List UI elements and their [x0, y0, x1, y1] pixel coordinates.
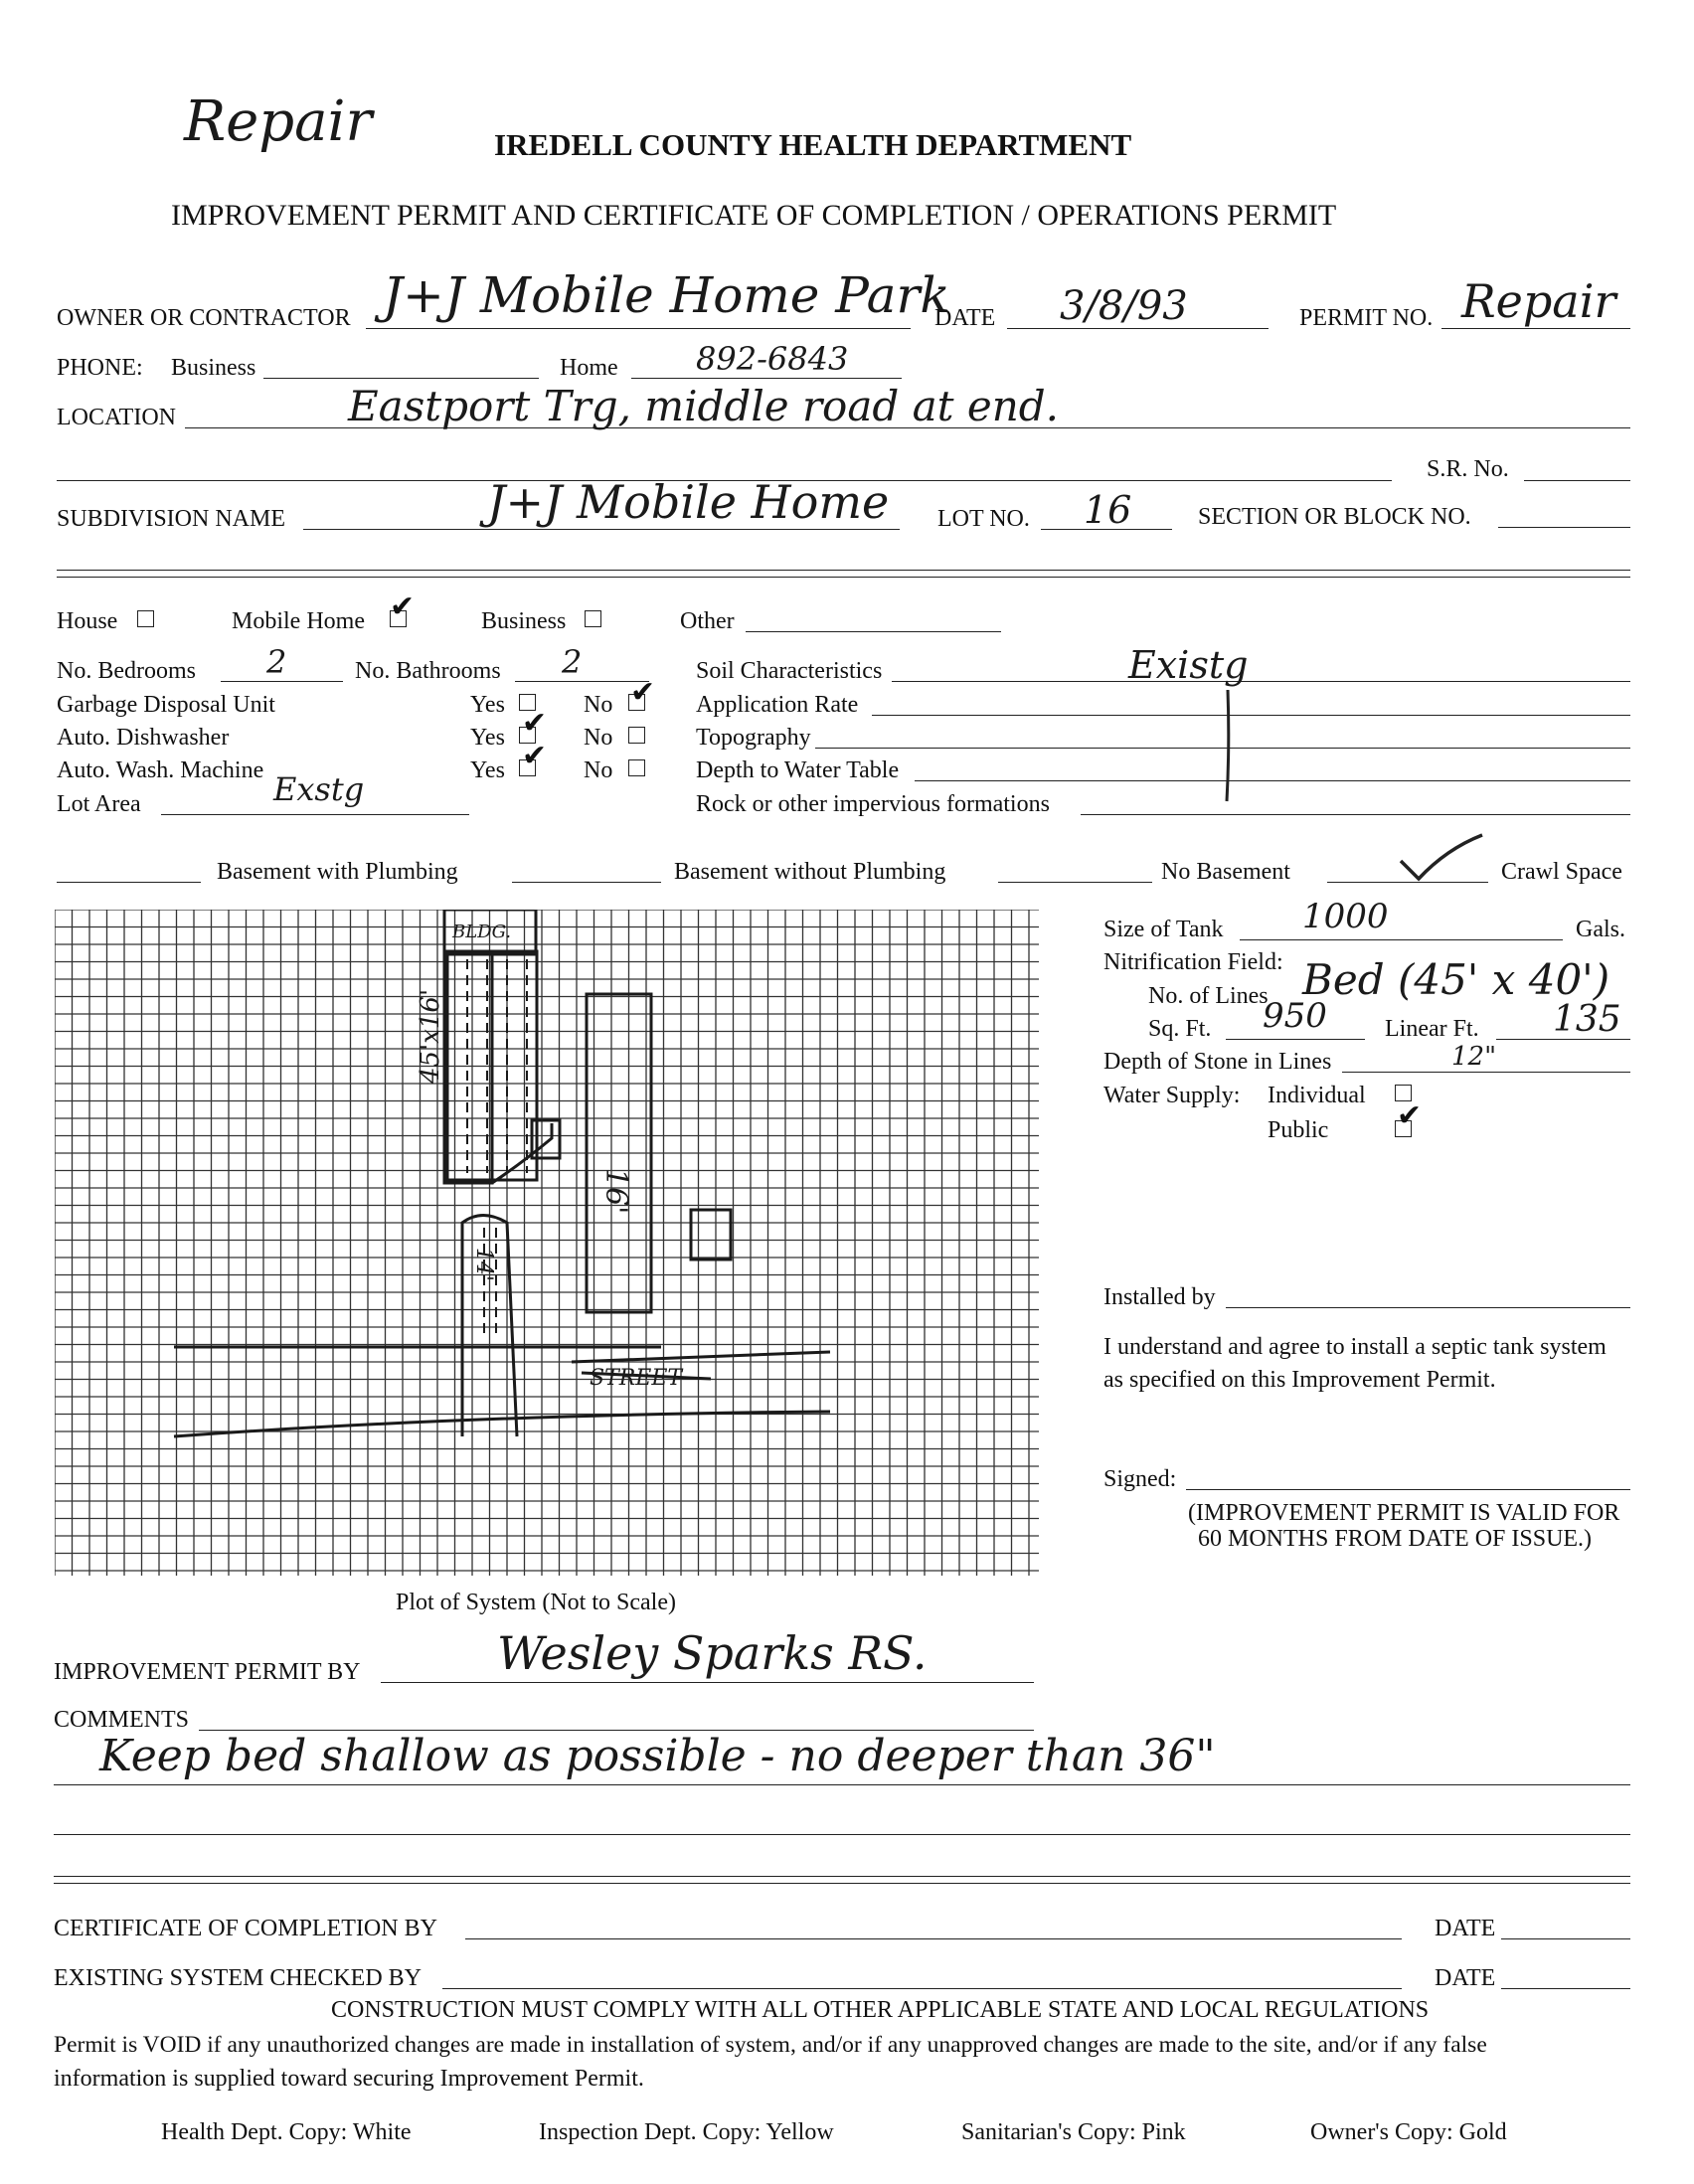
phone-business-label: Business: [171, 355, 256, 381]
void-notice-2: information is supplied toward securing Improvement Permit.: [54, 2066, 644, 2092]
permit-by-value[interactable]: Wesley Sparks RS.: [497, 1626, 928, 1680]
signed-line[interactable]: [1186, 1489, 1630, 1490]
dishwasher-yes-label: Yes: [470, 725, 505, 751]
bedrooms-value[interactable]: 2: [266, 643, 287, 681]
sqft-value[interactable]: 950: [1263, 996, 1327, 1036]
street-text: STREET: [590, 1366, 683, 1391]
rock-line[interactable]: [1081, 814, 1630, 815]
gals-label: Gals.: [1576, 917, 1625, 942]
comments-line-3[interactable]: [54, 1834, 1630, 1835]
other-line[interactable]: [746, 631, 1001, 632]
dishwasher-label: Auto. Dishwasher: [57, 725, 230, 751]
phone-home-value[interactable]: 892-6843: [696, 340, 849, 378]
sqft-line: [1226, 1039, 1365, 1040]
dishwasher-no-label: No: [584, 725, 613, 751]
linear-ft-value[interactable]: 135: [1553, 999, 1621, 1040]
basement-with-plumbing-label: Basement with Plumbing: [217, 859, 458, 885]
subdivision-value[interactable]: J+J Mobile Home: [487, 475, 890, 529]
void-notice-1: Permit is VOID if any unauthorized changes are made in installation of system, and/or if any unapproved changes are made to the site, and/or if any false: [54, 2032, 1487, 2058]
linear-ft-label: Linear Ft.: [1385, 1016, 1479, 1042]
mobile-home-label: Mobile Home: [232, 608, 365, 634]
rock-label: Rock or other impervious formations: [696, 791, 1050, 817]
mobile-home-check-icon: ✔: [390, 589, 416, 624]
water-supply-label: Water Supply:: [1103, 1083, 1241, 1108]
basement-plumbing-line[interactable]: [57, 882, 201, 883]
location-label: LOCATION: [57, 405, 176, 430]
bathrooms-label: No. Bathrooms: [355, 658, 501, 684]
bedrooms-line: [221, 681, 343, 682]
comments-line-2: [54, 1784, 1630, 1785]
handwritten-repair-note: Repair: [184, 89, 373, 154]
existing-date-line[interactable]: [1501, 1988, 1630, 1989]
application-rate-line[interactable]: [872, 715, 1630, 716]
health-copy-label: Health Dept. Copy: White: [161, 2119, 412, 2145]
form-subtitle: IMPROVEMENT PERMIT AND CERTIFICATE OF COMPLETION / OPERATIONS PERMIT: [171, 199, 1337, 232]
permit-by-label: IMPROVEMENT PERMIT BY: [54, 1659, 361, 1685]
date-value[interactable]: 3/8/93: [1060, 283, 1188, 329]
basement-without-plumbing-label: Basement without Plumbing: [674, 859, 946, 885]
divider-top-1: [57, 570, 1630, 571]
existing-checked-label: EXISTING SYSTEM CHECKED BY: [54, 1965, 423, 1991]
washer-no-checkbox[interactable]: [628, 759, 645, 776]
owner-line: [366, 328, 911, 329]
dim-16-text: 16': [598, 1168, 633, 1215]
tank-size-line: [1240, 939, 1563, 940]
phone-home-label: Home: [560, 355, 618, 381]
sqft-label: Sq. Ft.: [1148, 1016, 1212, 1042]
lines-label: No. of Lines: [1148, 983, 1269, 1009]
owner-copy-label: Owner's Copy: Gold: [1310, 2119, 1507, 2145]
valid-text-1: (IMPROVEMENT PERMIT IS VALID FOR: [1188, 1500, 1620, 1526]
business-label: Business: [481, 608, 567, 634]
dishwasher-yes-check-icon: ✔: [522, 706, 548, 741]
public-check-icon: ✔: [1397, 1098, 1423, 1133]
lot-no-label: LOT NO.: [937, 506, 1030, 532]
small-box: [691, 1210, 731, 1260]
section-label: SECTION OR BLOCK NO.: [1198, 504, 1471, 530]
owner-value[interactable]: J+J Mobile Home Park: [383, 266, 950, 324]
subdivision-line: [303, 529, 900, 530]
sr-no-line[interactable]: [1524, 480, 1630, 481]
crawl-space-check-icon: [1397, 831, 1486, 883]
individual-label: Individual: [1268, 1083, 1366, 1108]
existing-date-label: DATE: [1435, 1965, 1496, 1991]
installed-by-line[interactable]: [1226, 1307, 1630, 1308]
permit-no-label: PERMIT NO.: [1299, 305, 1434, 331]
location-value[interactable]: Eastport Trg, middle road at end.: [348, 382, 1060, 430]
other-label: Other: [680, 608, 735, 634]
agreement-text-1: I understand and agree to install a septic tank system: [1103, 1334, 1607, 1360]
installed-by-label: Installed by: [1103, 1284, 1216, 1310]
stone-depth-value[interactable]: 12": [1451, 1042, 1497, 1072]
comments-label: COMMENTS: [54, 1707, 190, 1733]
completion-date-line[interactable]: [1501, 1938, 1630, 1939]
house-checkbox[interactable]: [137, 610, 154, 627]
crawl-space-label: Crawl Space: [1501, 859, 1622, 885]
dim-14-text: 14': [471, 1248, 496, 1282]
washer-yes-label: Yes: [470, 757, 505, 783]
nitrification-label: Nitrification Field:: [1103, 949, 1283, 975]
permit-no-line: [1441, 328, 1630, 329]
garbage-no-label: No: [584, 692, 613, 718]
basement-no-plumbing-line[interactable]: [512, 882, 661, 883]
water-table-line[interactable]: [915, 780, 1630, 781]
bathrooms-line: [515, 681, 649, 682]
phone-home-line: [631, 378, 902, 379]
existing-checked-line[interactable]: [442, 1988, 1402, 1989]
section-line[interactable]: [1498, 527, 1630, 528]
lot-no-value[interactable]: 16: [1084, 488, 1132, 532]
divider-bottom-1: [54, 1876, 1630, 1877]
comments-value[interactable]: Keep bed shallow as possible - no deeper than 36": [99, 1731, 1216, 1781]
completion-by-line[interactable]: [465, 1938, 1402, 1939]
lot-area-line: [161, 814, 469, 815]
dishwasher-no-checkbox[interactable]: [628, 727, 645, 744]
ditto-vertical-mark: [1218, 686, 1238, 805]
soil-label: Soil Characteristics: [696, 658, 883, 684]
owner-label: OWNER OR CONTRACTOR: [57, 305, 351, 331]
water-table-label: Depth to Water Table: [696, 757, 900, 783]
no-basement-label: No Basement: [1161, 859, 1290, 885]
department-title: IREDELL COUNTY HEALTH DEPARTMENT: [494, 127, 1132, 162]
washer-label: Auto. Wash. Machine: [57, 757, 264, 783]
permit-no-value[interactable]: Repair: [1461, 274, 1616, 328]
washer-no-label: No: [584, 757, 613, 783]
construction-notice: CONSTRUCTION MUST COMPLY WITH ALL OTHER APPLICABLE STATE AND LOCAL REGULATIONS: [331, 1997, 1430, 2023]
tank-size-label: Size of Tank: [1103, 917, 1224, 942]
tank-size-value[interactable]: 1000: [1302, 897, 1389, 936]
public-label: Public: [1268, 1117, 1329, 1143]
bldg-text: BLDG.: [452, 922, 512, 942]
inspection-copy-label: Inspection Dept. Copy: Yellow: [539, 2119, 834, 2145]
stone-depth-line: [1342, 1072, 1630, 1073]
sr-no-label: S.R. No.: [1427, 456, 1509, 482]
no-basement-line[interactable]: [998, 882, 1152, 883]
topography-label: Topography: [696, 725, 811, 751]
garbage-yes-label: Yes: [470, 692, 505, 718]
bedrooms-label: No. Bedrooms: [57, 658, 196, 684]
business-checkbox[interactable]: [585, 610, 601, 627]
garbage-label: Garbage Disposal Unit: [57, 692, 275, 718]
valid-text-2: 60 MONTHS FROM DATE OF ISSUE.): [1198, 1526, 1593, 1552]
signed-label: Signed:: [1103, 1466, 1177, 1492]
lines-value[interactable]: Bed (45' x 40'): [1302, 955, 1610, 1004]
lot-area-label: Lot Area: [57, 791, 141, 817]
divider-bottom-2: [54, 1883, 1630, 1884]
divider-top-2: [57, 577, 1630, 578]
completion-date-label: DATE: [1435, 1916, 1496, 1941]
plot-caption: Plot of System (Not to Scale): [396, 1590, 676, 1615]
stone-depth-label: Depth of Stone in Lines: [1103, 1049, 1332, 1075]
completion-by-label: CERTIFICATE OF COMPLETION BY: [54, 1916, 437, 1941]
garbage-no-check-icon: ✔: [630, 675, 656, 710]
phone-label: PHONE:: [57, 355, 143, 381]
lot-area-value[interactable]: Exstg: [273, 770, 365, 808]
permit-by-line: [381, 1682, 1034, 1683]
washer-yes-check-icon: ✔: [522, 739, 548, 773]
application-rate-label: Application Rate: [696, 692, 859, 718]
dim-45-text: 45'x16': [416, 988, 445, 1084]
sanitarian-copy-label: Sanitarian's Copy: Pink: [961, 2119, 1186, 2145]
plot-grid[interactable]: [55, 910, 1039, 1576]
soil-value[interactable]: Existg: [1128, 643, 1249, 687]
house-label: House: [57, 608, 118, 634]
bathrooms-value[interactable]: 2: [562, 643, 583, 681]
soil-line: [892, 681, 1630, 682]
agreement-text-2: as specified on this Improvement Permit.: [1103, 1367, 1496, 1393]
phone-business-line[interactable]: [263, 378, 539, 379]
date-label: DATE: [934, 305, 996, 331]
subdivision-label: SUBDIVISION NAME: [57, 506, 286, 532]
